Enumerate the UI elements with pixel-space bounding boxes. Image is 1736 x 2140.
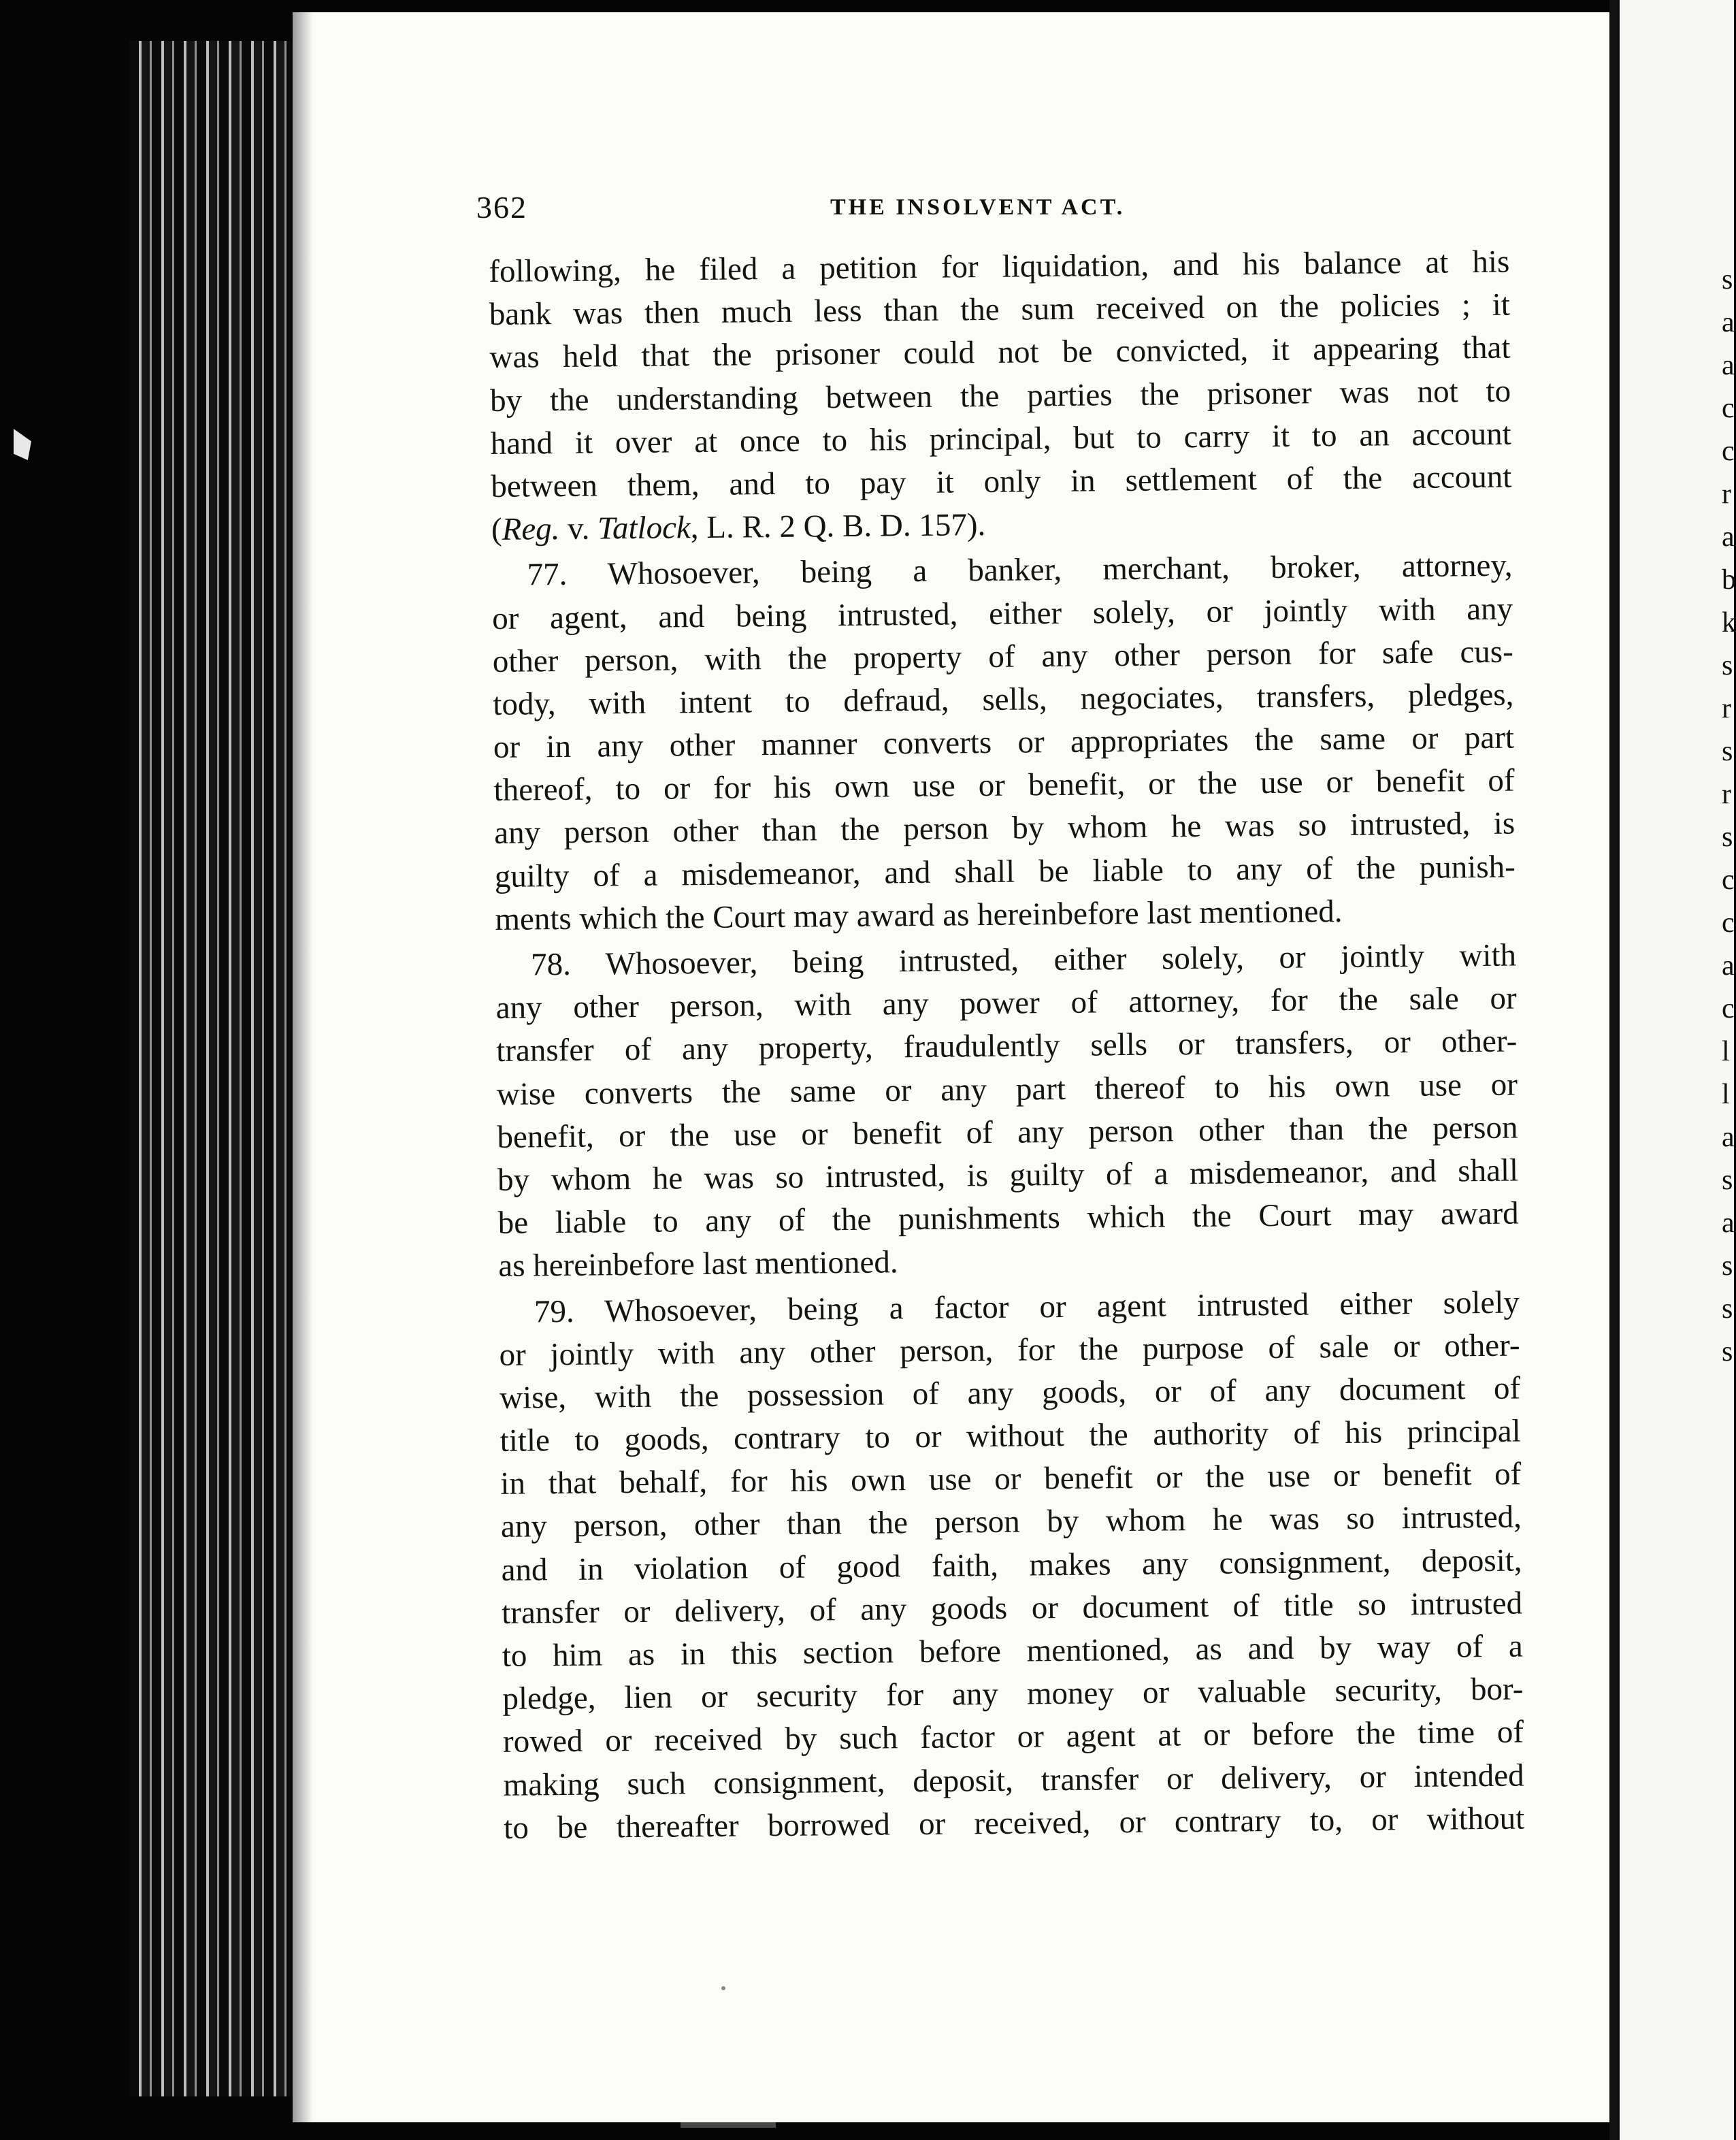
facing-letter: c bbox=[1722, 864, 1735, 896]
book-page-edges bbox=[129, 41, 293, 2096]
facing-letter: c bbox=[1722, 436, 1735, 467]
running-title: THE INSOLVENT ACT. bbox=[830, 195, 1126, 220]
facing-letter: a bbox=[1722, 950, 1735, 982]
text-line: 77. Whosoever, being a banker, merchant, broker, attorney, bbox=[527, 547, 1513, 593]
text-line: or in any other manner converts or appropriates the same or part bbox=[493, 719, 1515, 766]
text-line: by whom he was so intrusted, is guilty of a misdemeanor, and shall bbox=[497, 1152, 1519, 1198]
text-line: any person, other than the person by whom he was so intrusted, bbox=[500, 1499, 1522, 1545]
text-line: tody, with intent to defraud, sells, negociates, transfers, pledges, bbox=[493, 677, 1514, 722]
facing-page bbox=[1620, 0, 1734, 2140]
facing-letter: r bbox=[1722, 479, 1731, 510]
text-line: guilty of a misdemeanor, and shall be liable to any of the punish- bbox=[494, 849, 1516, 894]
case-name-italic: Reg. bbox=[502, 511, 560, 547]
text-line: any other person, with any power of attorney, for the sale or bbox=[495, 980, 1517, 1026]
text-line: to him as in this section before mentioned, as and by way of a bbox=[502, 1628, 1524, 1674]
text-line: other person, with the property of any other person for safe cus- bbox=[492, 634, 1513, 679]
text-line: to be thereafter borrowed or received, or contrary to, or without bbox=[503, 1800, 1525, 1846]
facing-letter: b bbox=[1722, 564, 1736, 596]
right-gutter bbox=[1609, 0, 1620, 2140]
bottom-smudge bbox=[681, 2122, 776, 2128]
facing-letter: a bbox=[1722, 1207, 1735, 1239]
text-line: hand it over at once to his principal, but to carry it to an account bbox=[490, 416, 1511, 461]
facing-letter: c bbox=[1722, 993, 1735, 1024]
facing-letter: s bbox=[1722, 650, 1733, 681]
page-number: 362 bbox=[476, 190, 527, 225]
text-line: in that behalf, for his own use or benefit or the use or benefit of bbox=[500, 1456, 1522, 1502]
text-line: making such consignment, deposit, transfer or delivery, or intended bbox=[503, 1757, 1524, 1803]
facing-letter: a bbox=[1722, 521, 1735, 553]
facing-letter: r bbox=[1722, 779, 1731, 810]
text-line: 78. Whosoever, being intrusted, either solely, or jointly with bbox=[530, 937, 1517, 983]
facing-letter: s bbox=[1722, 1250, 1733, 1282]
text-line: was held that the prisoner could not be convicted, it appearing that bbox=[489, 329, 1511, 376]
text-line: be liable to any of the punishments which the Court may award bbox=[497, 1195, 1519, 1242]
text-line: (Reg. v. Tatlock, L. R. 2 Q. B. D. 157). bbox=[491, 507, 986, 548]
text-line: title to goods, contrary to or without the authority of his principal bbox=[499, 1413, 1521, 1459]
text-line: pledge, lien or security for any money or valuable security, bor- bbox=[502, 1671, 1524, 1717]
text-line: wise, with the possession of any goods, or of any document of bbox=[499, 1370, 1521, 1416]
text-line: 79. Whosoever, being a factor or agent intrusted either solely bbox=[534, 1284, 1520, 1329]
text-line: thereof, to or for his own use or benefit, or the use or benefit of bbox=[493, 762, 1515, 809]
text-line: or agent, and being intrusted, either solely, or jointly with any bbox=[491, 591, 1513, 636]
facing-letter: a bbox=[1722, 350, 1735, 381]
section-78 bbox=[495, 935, 1520, 1288]
text-line: by the understanding between the parties the prisoner was not to bbox=[489, 373, 1511, 419]
facing-letter: a bbox=[1722, 1122, 1735, 1153]
facing-letter: s bbox=[1722, 736, 1733, 767]
page-header bbox=[476, 189, 1497, 230]
spine-shadow bbox=[293, 12, 313, 2122]
text-line: and in violation of good faith, makes any consignment, deposit, bbox=[501, 1542, 1522, 1588]
text-line: bank was then much less than the sum received on the policies ; it bbox=[489, 287, 1511, 333]
facing-letter: l bbox=[1722, 1079, 1730, 1110]
text-line: ments which the Court may award as hereinbefore last mentioned. bbox=[495, 893, 1343, 937]
text-line: or jointly with any other person, for the purpose of sale or other- bbox=[499, 1327, 1520, 1373]
section-77 bbox=[491, 545, 1516, 941]
text-line: transfer of any property, fraudulently sells or transfers, or other- bbox=[496, 1023, 1518, 1069]
facing-letter: c bbox=[1722, 907, 1735, 939]
text-line: following, he filed a petition for liquidation, and his balance at his bbox=[489, 244, 1510, 289]
facing-letter: s bbox=[1722, 264, 1733, 295]
facing-page-letters bbox=[1722, 259, 1734, 1374]
body-text bbox=[489, 241, 1524, 1850]
text-line: as hereinbefore last mentioned. bbox=[498, 1244, 898, 1284]
text-line: wise converts the same or any part thereof to his own use or bbox=[496, 1067, 1518, 1112]
text-line: any person other than the person by whom he was so intrusted, is bbox=[493, 806, 1516, 852]
facing-letter: s bbox=[1722, 1293, 1733, 1325]
facing-letter: s bbox=[1722, 822, 1733, 853]
facing-letter: s bbox=[1722, 1165, 1733, 1196]
text-line: transfer or delivery, of any goods or document of title so intrusted bbox=[501, 1585, 1523, 1631]
facing-letter: k bbox=[1722, 607, 1736, 638]
left-edge-marks bbox=[14, 408, 48, 613]
facing-letter: a bbox=[1722, 307, 1735, 338]
facing-letter: c bbox=[1722, 393, 1735, 424]
paragraph-continuation bbox=[489, 241, 1512, 552]
section-79 bbox=[499, 1281, 1525, 1850]
facing-letter: l bbox=[1722, 1036, 1730, 1067]
edge-blob bbox=[14, 429, 31, 460]
text-line: between them, and to pay it only in settlement of the account bbox=[491, 459, 1512, 504]
text-line: rowed or received by such factor or agent at or before the time of bbox=[502, 1714, 1524, 1760]
facing-letter: s bbox=[1722, 1336, 1733, 1367]
print-speck bbox=[721, 1986, 725, 1990]
text-line: benefit, or the use or benefit of any person other than the person bbox=[497, 1109, 1518, 1155]
case-name-italic: Tatlock bbox=[597, 510, 691, 547]
facing-letter: r bbox=[1722, 693, 1731, 724]
